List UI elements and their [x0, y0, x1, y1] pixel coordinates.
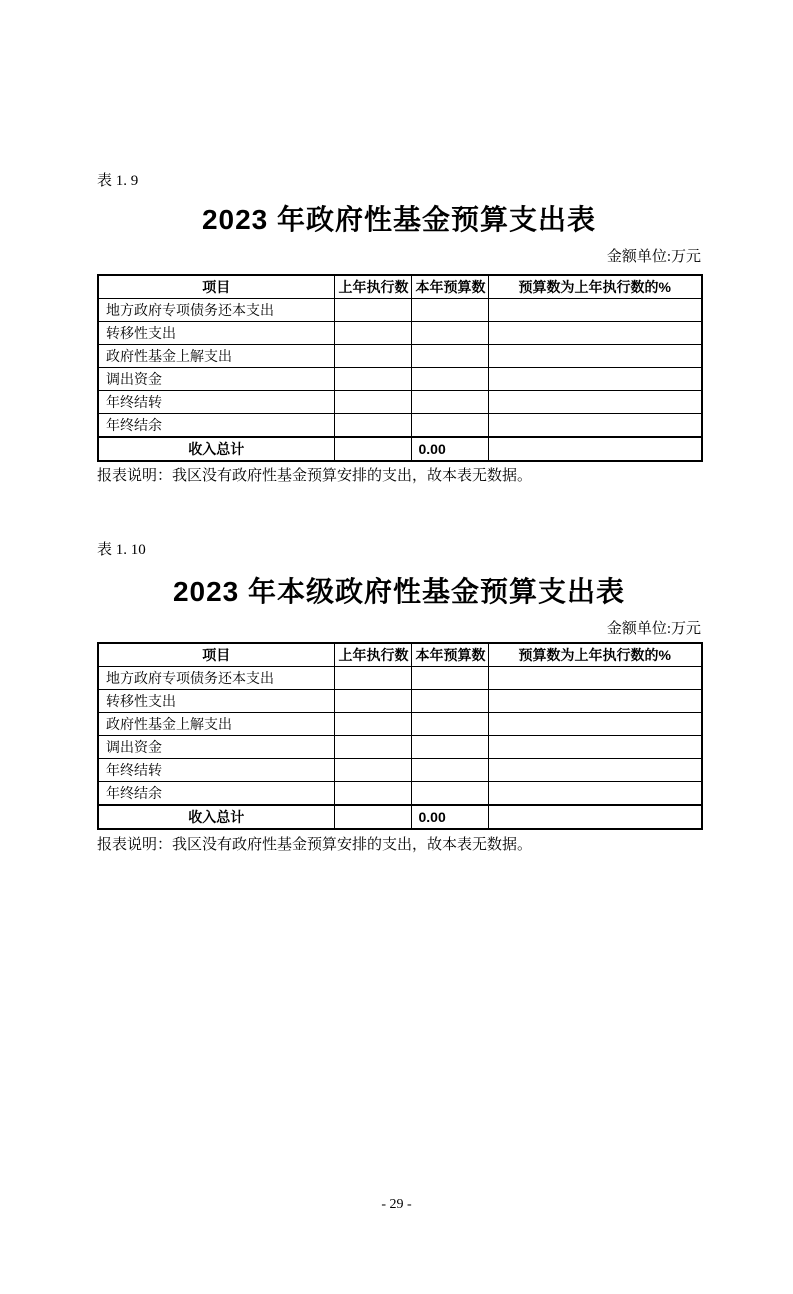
report-note-1: 报表说明：我区没有政府性基金预算安排的支出，故本表无数据。 — [97, 468, 533, 484]
table-row — [98, 322, 702, 345]
table-row — [98, 690, 702, 713]
cell-pct — [488, 713, 702, 736]
cell-current-budget — [411, 736, 488, 759]
cell-prev-year — [334, 391, 411, 414]
table-total-row — [98, 805, 702, 829]
table-total-row — [98, 437, 702, 461]
report-note-2: 报表说明：我区没有政府性基金预算安排的支出，故本表无数据。 — [97, 837, 533, 853]
header-prev-year: 上年执行数 — [334, 643, 411, 667]
cell-item: 调出资金 — [98, 736, 334, 759]
cell-total-pct — [488, 437, 702, 461]
cell-prev-year — [334, 299, 411, 322]
cell-item: 年终结转 — [98, 759, 334, 782]
cell-pct — [488, 736, 702, 759]
cell-pct — [488, 391, 702, 414]
cell-total-current-budget: 0.00 — [411, 805, 488, 829]
page-content — [97, 172, 701, 854]
cell-total-prev-year — [334, 437, 411, 461]
cell-pct — [488, 759, 702, 782]
cell-prev-year — [334, 759, 411, 782]
table-row — [98, 299, 702, 322]
cell-item: 地方政府专项债务还本支出 — [98, 667, 334, 690]
budget-table-1-10 — [97, 642, 703, 830]
table-title-1-9: 2023 年政府性基金预算支出表 — [201, 204, 597, 235]
table-label-1-10: 表 1. 10 — [97, 542, 146, 558]
table-row — [98, 414, 702, 438]
cell-current-budget — [411, 667, 488, 690]
cell-item: 政府性基金上解支出 — [98, 345, 334, 368]
cell-total-label: 收入总计 — [98, 805, 334, 829]
cell-pct — [488, 782, 702, 806]
cell-pct — [488, 322, 702, 345]
cell-total-pct — [488, 805, 702, 829]
cell-current-budget — [411, 713, 488, 736]
cell-current-budget — [411, 782, 488, 806]
table-row — [98, 368, 702, 391]
cell-current-budget — [411, 368, 488, 391]
unit-label-2: 金额单位:万元 — [606, 621, 701, 637]
table-header-row — [98, 275, 702, 299]
cell-prev-year — [334, 368, 411, 391]
header-current-budget: 本年预算数 — [411, 643, 488, 667]
cell-current-budget — [411, 391, 488, 414]
table-row — [98, 667, 702, 690]
table-row — [98, 391, 702, 414]
cell-item: 政府性基金上解支出 — [98, 713, 334, 736]
cell-prev-year — [334, 782, 411, 806]
cell-current-budget — [411, 322, 488, 345]
table-row — [98, 713, 702, 736]
cell-item: 年终结转 — [98, 391, 334, 414]
cell-total-current-budget: 0.00 — [411, 437, 488, 461]
cell-pct — [488, 414, 702, 438]
header-pct: 预算数为上年执行数的% — [488, 275, 702, 299]
table-header-row — [98, 643, 702, 667]
table-row — [98, 345, 702, 368]
cell-pct — [488, 690, 702, 713]
cell-pct — [488, 345, 702, 368]
cell-pct — [488, 667, 702, 690]
cell-prev-year — [334, 667, 411, 690]
cell-total-label: 收入总计 — [98, 437, 334, 461]
cell-current-budget — [411, 690, 488, 713]
header-prev-year: 上年执行数 — [334, 275, 411, 299]
header-item: 项目 — [98, 275, 334, 299]
cell-pct — [488, 368, 702, 391]
cell-prev-year — [334, 690, 411, 713]
cell-prev-year — [334, 713, 411, 736]
cell-prev-year — [334, 414, 411, 438]
table-row — [98, 759, 702, 782]
cell-current-budget — [411, 345, 488, 368]
cell-total-prev-year — [334, 805, 411, 829]
cell-item: 年终结余 — [98, 414, 334, 438]
unit-label-1: 金额单位:万元 — [606, 249, 701, 265]
cell-item: 地方政府专项债务还本支出 — [98, 299, 334, 322]
cell-item: 调出资金 — [98, 368, 334, 391]
cell-current-budget — [411, 759, 488, 782]
header-item: 项目 — [98, 643, 334, 667]
cell-prev-year — [334, 736, 411, 759]
cell-item: 转移性支出 — [98, 690, 334, 713]
budget-table-1-9 — [97, 274, 703, 462]
header-current-budget: 本年预算数 — [411, 275, 488, 299]
page-number: - 29 - — [381, 1197, 412, 1212]
cell-prev-year — [334, 345, 411, 368]
cell-current-budget — [411, 299, 488, 322]
cell-pct — [488, 299, 702, 322]
cell-prev-year — [334, 322, 411, 345]
cell-item: 年终结余 — [98, 782, 334, 806]
cell-current-budget — [411, 414, 488, 438]
table-row — [98, 736, 702, 759]
table-title-1-10: 2023 年本级政府性基金预算支出表 — [172, 576, 626, 607]
table-row — [98, 782, 702, 806]
cell-item: 转移性支出 — [98, 322, 334, 345]
table-label-1-9: 表 1. 9 — [97, 173, 139, 189]
header-pct: 预算数为上年执行数的% — [488, 643, 702, 667]
